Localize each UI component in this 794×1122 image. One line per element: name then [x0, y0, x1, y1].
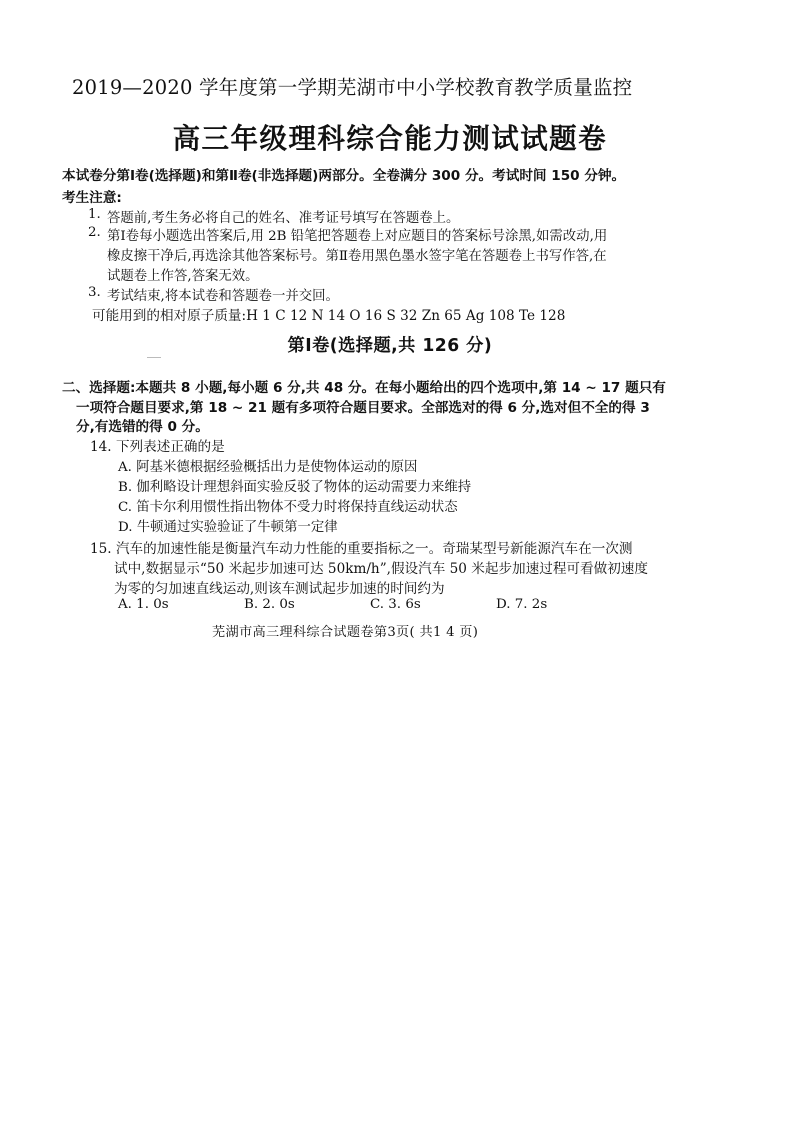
question-15-stem-line-3: 为零的匀加速直线运动,则该车测试起步加速的时间约为 — [114, 581, 445, 597]
question-14-option-d: D. 牛顿通过实验验证了牛顿第一定律 — [118, 520, 338, 535]
section-2-line-3: 分,有选错的得 0 分。 — [76, 419, 209, 435]
notice-heading: 考生注意: — [62, 190, 122, 206]
question-15-option-b: B. 2. 0s — [244, 597, 295, 612]
notice-2-line-3: 试题卷上作答,答案无效。 — [107, 269, 259, 284]
question-15-option-a: A. 1. 0s — [118, 597, 169, 612]
question-14-stem: 14. 下列表述正确的是 — [90, 439, 225, 455]
question-14-option-b: B. 伽利略设计理想斜面实验反驳了物体的运动需要力来维持 — [118, 480, 472, 495]
exam-header: 2019—2020 学年度第一学期芜湖市中小学校教育教学质量监控 — [72, 76, 633, 99]
notice-3-text: 考试结束,将本试卷和答题卷一并交回。 — [107, 289, 339, 304]
notice-2-number: 2. — [88, 225, 101, 240]
section-2-line-1: 二、选择题:本题共 8 小题,每小题 6 分,共 48 分。在每小题给出的四个选项中,第 14 ~ 17 题只有 — [62, 380, 666, 396]
question-14-option-c: C. 笛卡尔利用惯性指出物体不受力时将保持直线运动状态 — [118, 500, 458, 515]
notice-1-number: 1. — [88, 207, 101, 222]
notice-2-line-1: 第Ⅰ卷每小题选出答案后,用 2B 铅笔把答题卷上对应题目的答案标号涂黑,如需改动,用 — [107, 229, 608, 244]
divider — [147, 357, 161, 358]
section-1-heading: 第Ⅰ卷(选择题,共 126 分) — [287, 336, 493, 356]
atomic-mass-line: 可能用到的相对原子质量:H 1 C 12 N 14 O 16 S 32 Zn 65 Ag 108 Te 128 — [92, 308, 566, 324]
page-footer: 芜湖市高三理科综合试题卷第3页( 共1 4 页) — [212, 625, 479, 640]
question-15-stem-line-2: 试中,数据显示“50 米起步加速可达 50km/h”,假设汽车 50 米起步加速过程可看做初速度 — [114, 561, 648, 577]
question-15-stem-line-1: 15. 汽车的加速性能是衡量汽车动力性能的重要指标之一。奇瑞某型号新能源汽车在一次测 — [90, 541, 633, 557]
question-15-option-c: C. 3. 6s — [370, 597, 421, 612]
page-title: 高三年级理科综合能力测试试题卷 — [172, 122, 608, 155]
section-2-line-2: 一项符合题目要求,第 18 ~ 21 题有多项符合题目要求。全部选对的得 6 分,选对但不全的得 3 — [76, 400, 650, 416]
question-14-option-a: A. 阿基米德根据经验概括出力是使物体运动的原因 — [118, 460, 418, 475]
notice-1-text: 答题前,考生务必将自己的姓名、准考证号填写在答题卷上。 — [107, 211, 460, 226]
question-15-option-d: D. 7. 2s — [496, 597, 548, 612]
notice-3-number: 3. — [88, 285, 101, 300]
intro-text: 本试卷分第Ⅰ卷(选择题)和第Ⅱ卷(非选择题)两部分。全卷满分 300 分。考试时间 150 分钟。 — [62, 168, 626, 184]
notice-2-line-2: 橡皮擦干净后,再选涂其他答案标号。第Ⅱ卷用黑色墨水签字笔在答题卷上书写作答,在 — [107, 249, 607, 264]
